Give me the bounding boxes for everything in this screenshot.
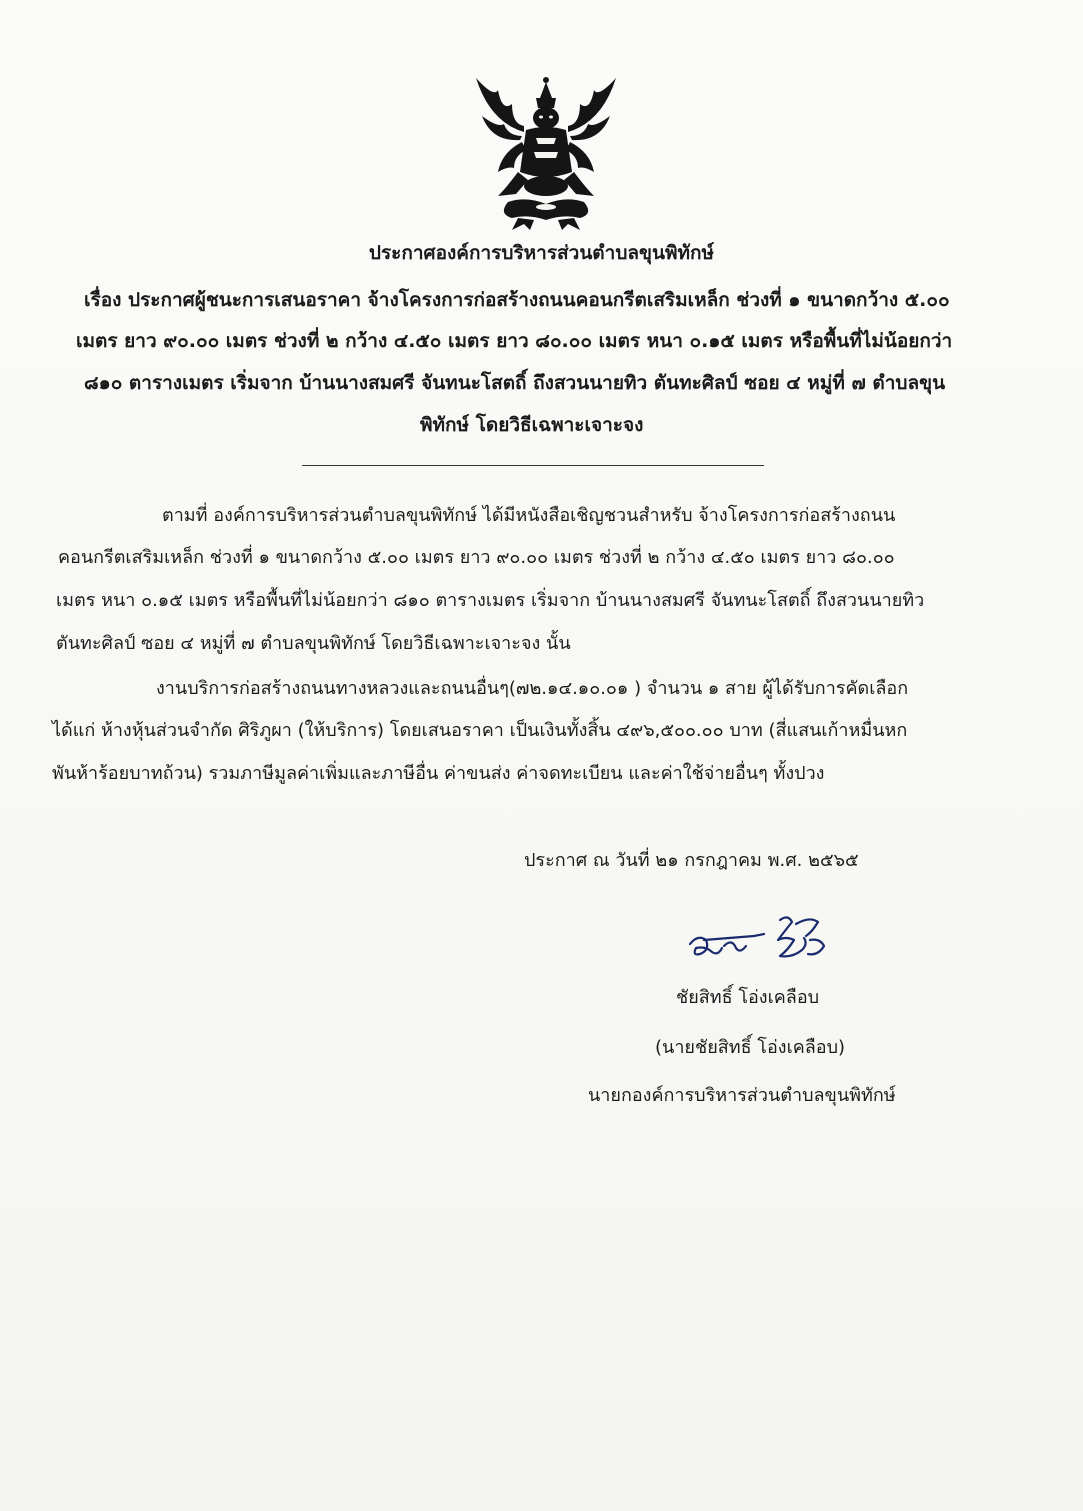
paragraph-2-line-2: ได้แก่ ห้างหุ้นส่วนจำกัด ศิริภูผา (ให้บริการ) โดยเสนอราคา เป็นเงินทั้งสิ้น ๔๙๖,๕๐๐.๐๐ บาท (สี่แสนเก้าหมื่นหก — [52, 720, 908, 741]
garuda-emblem-icon — [468, 68, 624, 234]
paragraph-2-line-3: พันห้าร้อยบาทถ้วน) รวมภาษีมูลค่าเพิ่มและภาษีอื่น ค่าขนส่ง ค่าจดทะเบียน และค่าใช้จ่ายอื่นๆ ทั้งปวง — [52, 763, 825, 784]
paragraph-1-line-1: ตามที่ องค์การบริหารส่วนตำบลขุนพิทักษ์ ได้มีหนังสือเชิญชวนสำหรับ จ้างโครงการก่อสร้างถนน — [162, 505, 896, 526]
paragraph-2-line-1: งานบริการก่อสร้างถนนทางหลวงและถนนอื่นๆ(๗๒.๑๔.๑๐.๐๑ ) จำนวน ๑ สาย ผู้ได้รับการคัดเลือก — [156, 678, 909, 699]
subject-line-3: ๘๑๐ ตารางเมตร เริ่มจาก บ้านนางสมศรี จันทนะโสตถิ์ ถึงสวนนายทิว ตันทะศิลป์ ซอย ๔ หมู่ที่ ๗ ตำบลขุน — [84, 372, 946, 394]
announcement-title: ประกาศองค์การบริหารส่วนตำบลขุนพิทักษ์ — [368, 242, 715, 264]
paragraph-1-line-2: คอนกรีตเสริมเหล็ก ช่วงที่ ๑ ขนาดกว้าง ๕.๐๐ เมตร ยาว ๙๐.๐๐ เมตร ช่วงที่ ๒ กว้าง ๔.๕๐ เมตร ยาว ๘๐.๐๐ — [58, 547, 895, 568]
subject-line-1: เรื่อง ประกาศผู้ชนะการเสนอราคา จ้างโครงการก่อสร้างถนนคอนกรีตเสริมเหล็ก ช่วงที่ ๑ ขนาดกว้าง ๕.๐๐ — [84, 289, 950, 311]
paragraph-1-line-4: ตันทะศิลป์ ซอย ๔ หมู่ที่ ๗ ตำบลขุนพิทักษ์ โดยวิธีเฉพาะเจาะจง นั้น — [56, 633, 571, 654]
subject-line-2: เมตร ยาว ๙๐.๐๐ เมตร ช่วงที่ ๒ กว้าง ๔.๕๐ เมตร ยาว ๘๐.๐๐ เมตร หนา ๐.๑๕ เมตร หรือพื้นที่ไม่น้อยกว่า — [76, 330, 953, 352]
signer-position: นายกองค์การบริหารส่วนตำบลขุนพิทักษ์ — [588, 1085, 896, 1106]
signer-full-name: (นายชัยสิทธิ์ โอ่งเคลือบ) — [655, 1037, 846, 1058]
paragraph-1-line-3: เมตร หนา ๐.๑๕ เมตร หรือพื้นที่ไม่น้อยกว่า ๘๑๐ ตารางเมตร เริ่มจาก บ้านนางสมศรี จันทนะโสตถิ์ ถึงสวนนายทิว — [56, 590, 925, 611]
subject-line-4: พิทักษ์ โดยวิธีเฉพาะเจาะจง — [420, 414, 644, 436]
announcement-date: ประกาศ ณ วันที่ ๒๑ กรกฎาคม พ.ศ. ๒๕๖๕ — [524, 850, 859, 871]
separator-line — [302, 465, 764, 466]
signer-signed-name: ชัยสิทธิ์ โอ่งเคลือบ — [676, 987, 820, 1008]
handwritten-signature — [684, 910, 840, 972]
